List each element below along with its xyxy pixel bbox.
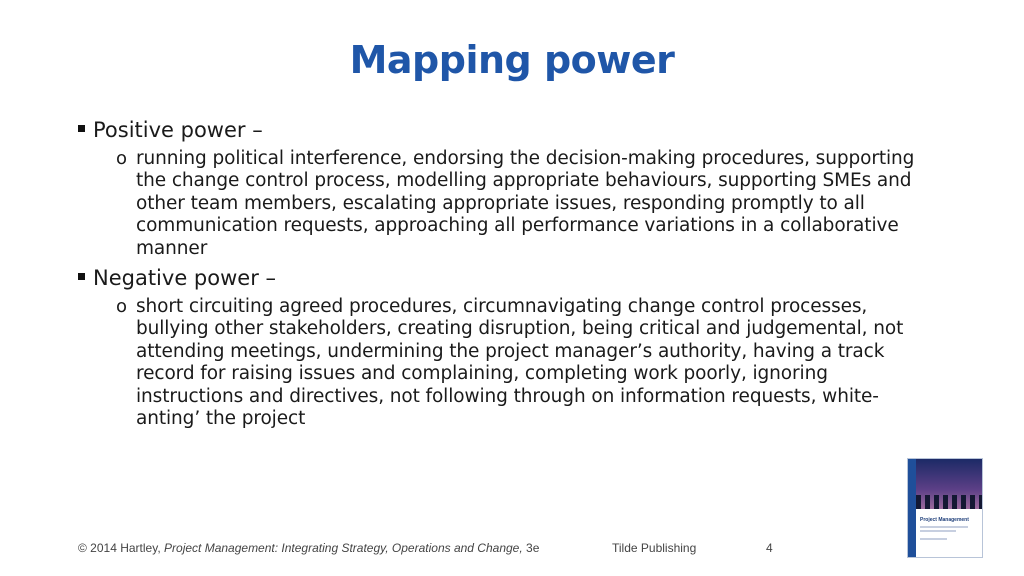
cover-subtitle-line	[920, 526, 968, 528]
cover-text-block	[920, 517, 980, 540]
slide-content	[78, 116, 948, 434]
cover-subtitle-line	[920, 530, 956, 532]
footer-citation	[78, 541, 539, 555]
bullet-negative-power	[78, 264, 948, 292]
sub-bullet-negative	[116, 296, 948, 430]
cover-author-line	[920, 538, 947, 540]
sub-bullet-positive	[116, 148, 948, 260]
footer-book-title: Project Management: Integrating Strategy, Operations and Change,	[164, 541, 523, 555]
bullet-positive-power	[78, 116, 948, 144]
circle-bullet-icon: o	[116, 296, 128, 318]
book-cover-image	[907, 458, 983, 558]
bullet-label: Positive power –	[93, 118, 263, 142]
page-number: 4	[766, 541, 773, 555]
book-spine	[908, 459, 916, 557]
bullet-label: Negative power –	[93, 266, 277, 291]
slide-title: Mapping power	[349, 38, 675, 82]
sub-bullet-text: short circuiting agreed procedures, circumnavigating change control processes, bullying other stakeholders, creating disruption, being critical and judgemental, not attending meetings, undermining the project manager’s authority, having a track record for raising issues and complaining, completing work poorly, ignoring instructions and directives, not following through on information requests, white-anting’ the project	[136, 296, 904, 430]
circle-bullet-icon: o	[116, 148, 128, 169]
stonehenge-silhouette	[916, 495, 982, 509]
footer-publisher: Tilde Publishing	[612, 541, 697, 555]
footer-copyright: © 2014 Hartley,	[78, 541, 161, 555]
square-bullet-icon	[78, 125, 85, 132]
cover-title: Project Management	[920, 517, 969, 523]
footer-edition: 3e	[526, 541, 540, 555]
sub-bullet-text: running political interference, endorsing the decision-making procedures, supporting the change control process, modelling appropriate behaviours, supporting SMEs and other team members, escalating appropriate issues, responding promptly to all communication requests, approaching all performance variations in a collaborative manner	[136, 148, 915, 259]
square-bullet-icon	[78, 273, 85, 280]
